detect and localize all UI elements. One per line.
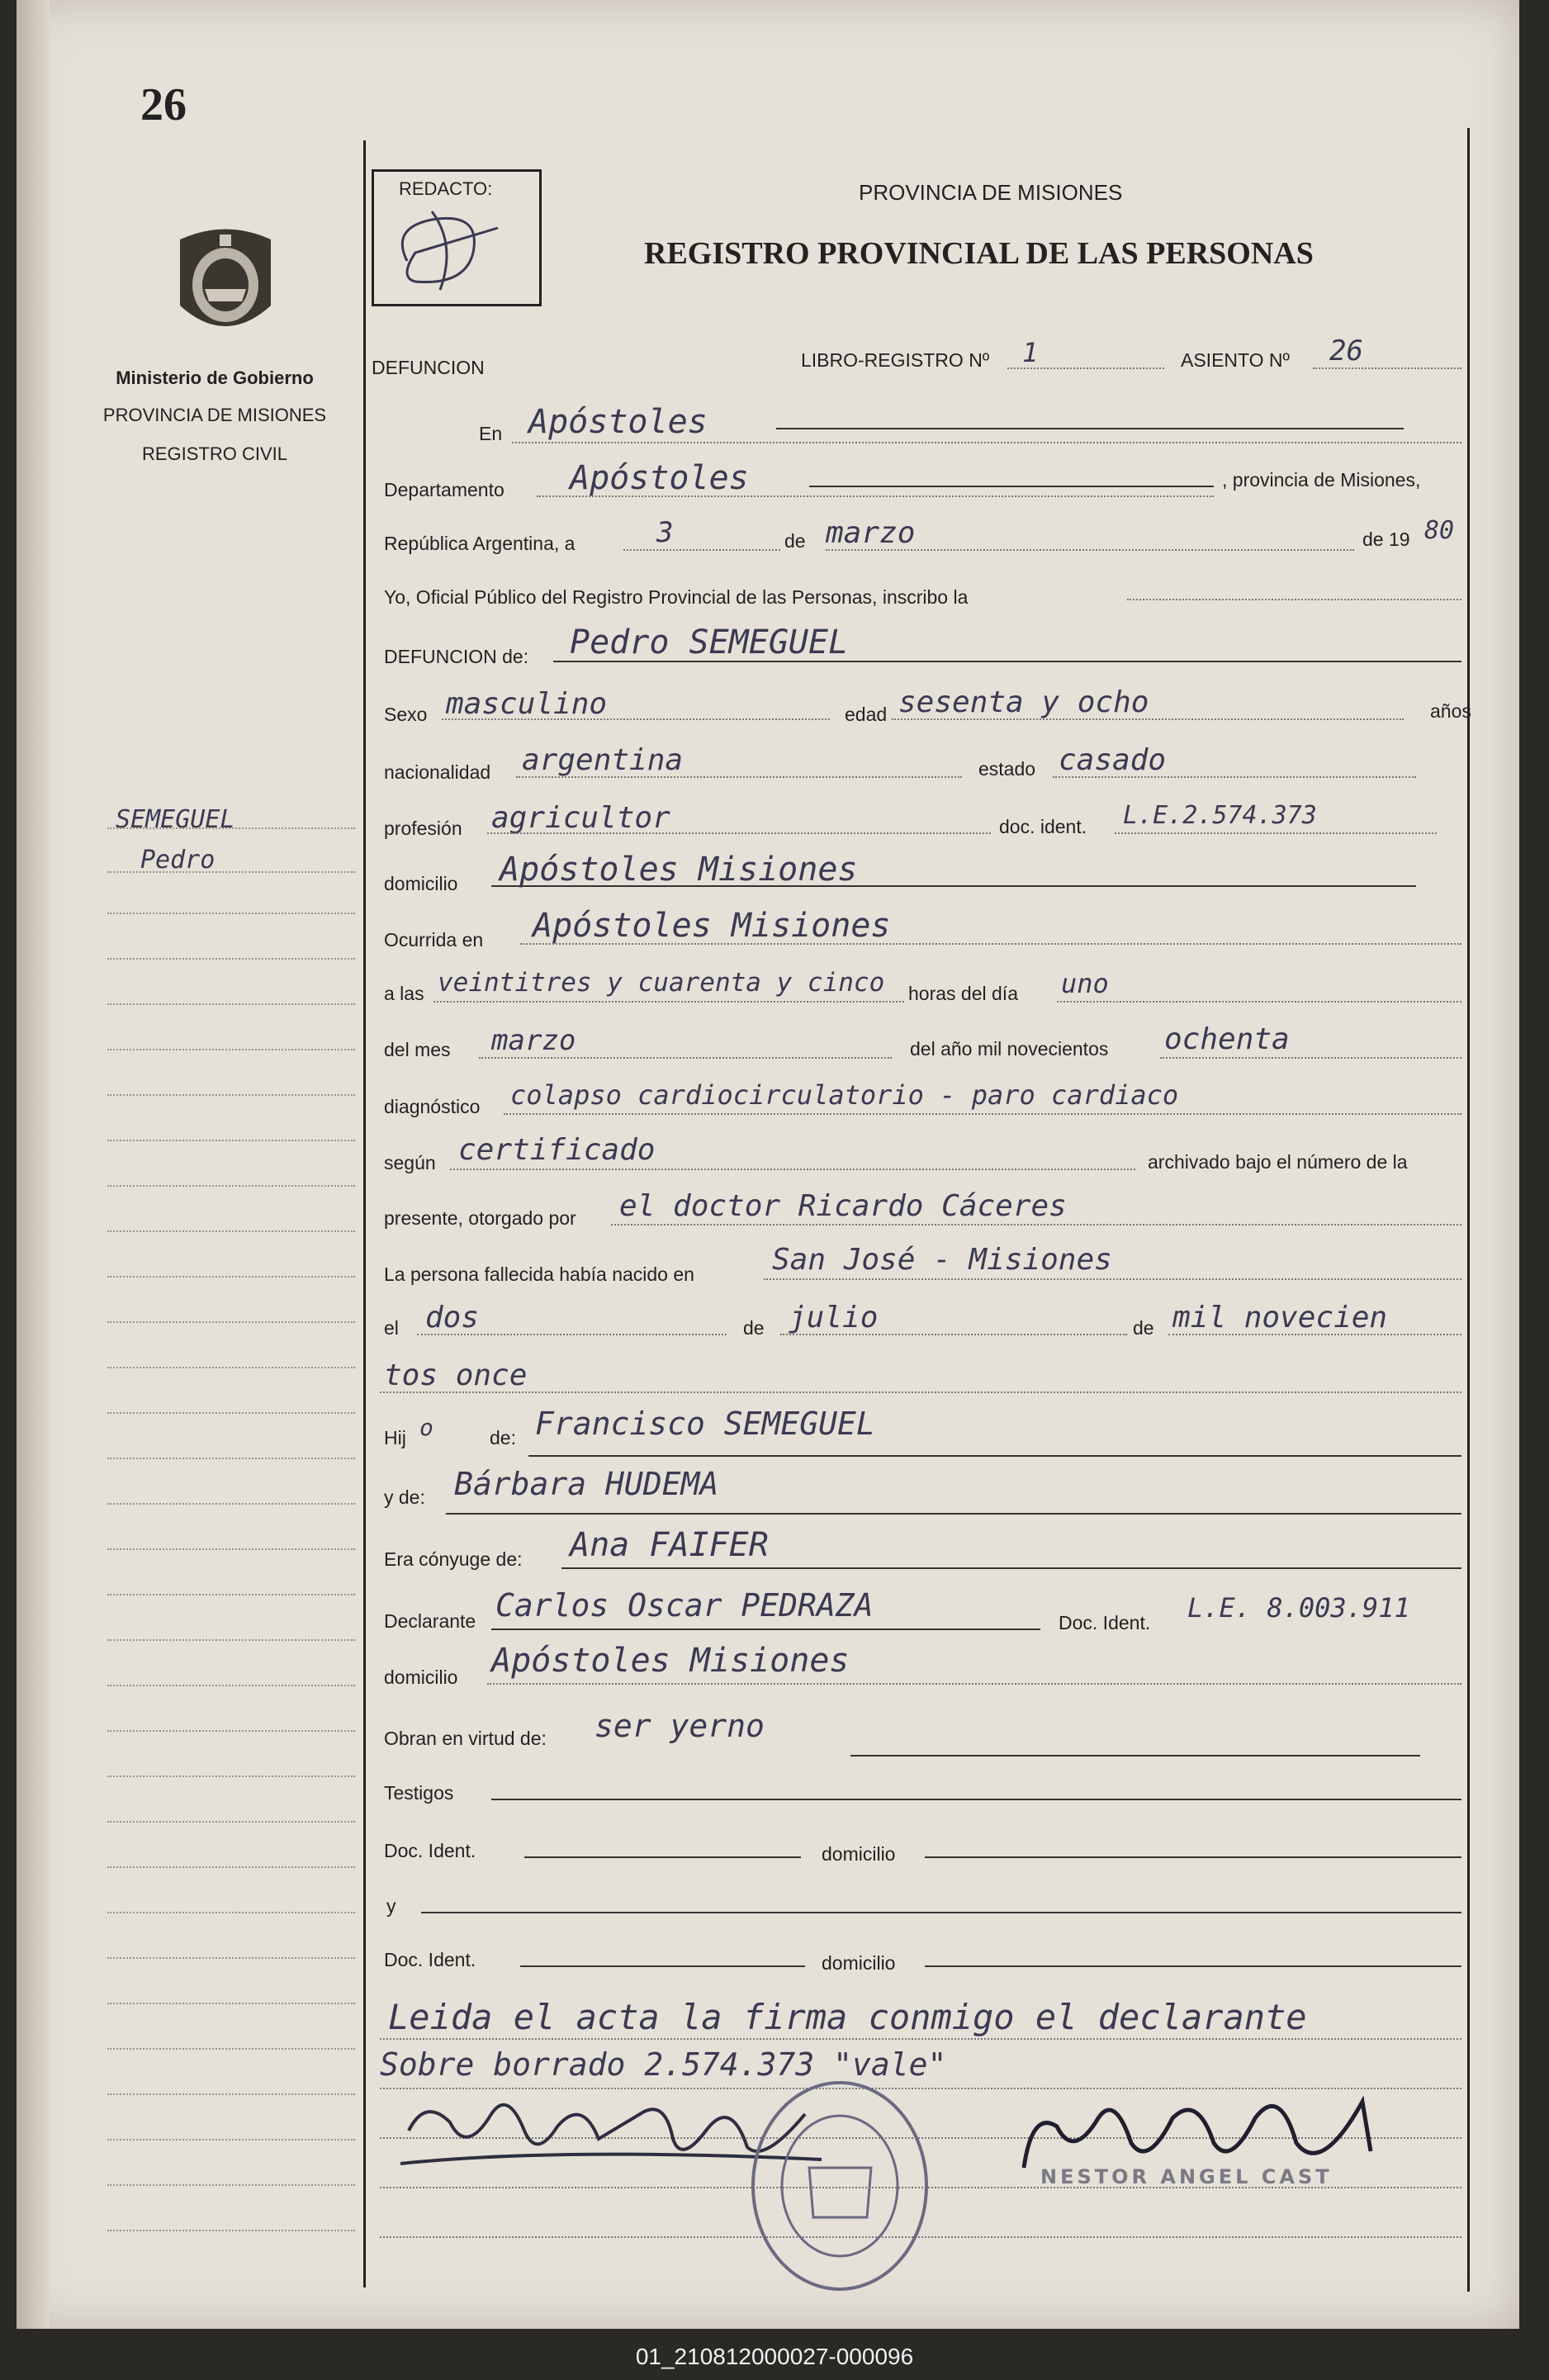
declarante-doc-value: L.E. 8.003.911	[1187, 1592, 1410, 1624]
estado-label: estado	[978, 758, 1036, 780]
doc-ident-label: doc. ident.	[999, 816, 1087, 837]
decl-domicilio-value: Apóstoles Misiones	[491, 1642, 850, 1680]
obran-value: ser yerno	[594, 1708, 765, 1744]
testigo2-doc-label: Doc. Ident.	[384, 1949, 476, 1970]
dia-muerte-value: uno	[1061, 968, 1109, 999]
segun-label: según	[384, 1152, 436, 1173]
footer-image-id: 01_210812000027-000096	[635, 2344, 914, 2369]
testigo2-domicilio-label: domicilio	[822, 1952, 896, 1974]
asiento-label: ASIENTO Nº	[1181, 349, 1290, 371]
coat-of-arms-icon	[163, 223, 287, 347]
en-label: En	[479, 423, 503, 444]
left-province-label: PROVINCIA DE MISIONES	[102, 405, 327, 425]
year-value: 80	[1424, 516, 1455, 545]
nac-anio-value: mil novecien	[1172, 1301, 1388, 1335]
en-value: Apóstoles	[528, 403, 708, 441]
redacto-initials-icon	[382, 195, 531, 298]
horas-value: veintitres y cuarenta y cinco	[438, 968, 885, 998]
hijo-label: Hij	[384, 1427, 406, 1448]
margin-surname: SEMEGUEL	[116, 805, 235, 834]
defuncion-label: DEFUNCION	[372, 357, 485, 378]
edad-label: edad	[845, 704, 888, 725]
ocurrida-value: Apóstoles Misiones	[533, 907, 891, 945]
closing-line-2: Sobre borrado 2.574.373 "vale"	[380, 2046, 947, 2083]
profesion-value: agricultor	[491, 801, 670, 835]
header-title: REGISTRO PROVINCIAL DE LAS PERSONAS	[644, 236, 1314, 271]
conyuge-value: Ana FAIFER	[570, 1526, 769, 1564]
de-year-label: de 19	[1362, 529, 1410, 550]
register-page	[17, 0, 1519, 2329]
de-month-label: de	[784, 530, 806, 552]
doc-ident-value: L.E.2.574.373	[1123, 801, 1317, 830]
nac-anio-continuation: tos once	[384, 1358, 528, 1392]
segun-value: certificado	[458, 1133, 656, 1167]
official-seal-icon	[747, 2077, 933, 2296]
estado-value: casado	[1059, 743, 1167, 777]
page-number: 26	[140, 79, 187, 130]
republica-label: República Argentina, a	[384, 533, 576, 554]
hijo-suffix: o	[419, 1414, 433, 1441]
obran-label: Obran en virtud de:	[384, 1728, 547, 1749]
month-value: marzo	[826, 516, 916, 550]
departamento-label: Departamento	[384, 479, 504, 500]
anio-label: del año mil novecientos	[910, 1038, 1109, 1060]
el-label: el	[384, 1317, 399, 1339]
nac-de-label: de	[743, 1317, 765, 1339]
archivado-label: archivado bajo el número de la	[1148, 1151, 1408, 1173]
a-las-label: a las	[384, 983, 424, 1004]
presente-label: presente, otorgado por	[384, 1207, 576, 1229]
testigo1-doc-label: Doc. Ident.	[384, 1840, 476, 1861]
declarante-label: Declarante	[384, 1610, 476, 1632]
edad-value: sesenta y ocho	[898, 685, 1149, 719]
profesion-label: profesión	[384, 818, 462, 839]
declarante-doc-label: Doc. Ident.	[1059, 1612, 1151, 1633]
horas-label: horas del día	[908, 983, 1018, 1004]
hijo-de-label: de:	[490, 1427, 516, 1448]
y-label: y	[386, 1895, 396, 1917]
form-right-border	[1467, 128, 1470, 2292]
nac-de2-label: de	[1133, 1317, 1154, 1339]
form-left-border	[363, 140, 366, 2288]
conyuge-label: Era cónyuge de:	[384, 1548, 523, 1570]
redacto-box	[372, 169, 542, 306]
officer-stamp-name: NESTOR ANGEL CAST	[1040, 2165, 1333, 2188]
libro-value: 1	[1022, 337, 1039, 368]
day-value: 3	[656, 516, 674, 549]
diagnostico-value: colapso cardiocirculatorio - paro cardiaco	[510, 1079, 1179, 1111]
presente-value: el doctor Ricardo Cáceres	[619, 1189, 1067, 1223]
registry-label: REGISTRO CIVIL	[141, 443, 288, 464]
nacido-label: La persona fallecida había nacido en	[384, 1263, 694, 1285]
padre-value: Francisco SEMEGUEL	[535, 1406, 875, 1442]
page-binding	[17, 0, 50, 2329]
provincia-label: , provincia de Misiones,	[1222, 469, 1421, 491]
libro-label: LIBRO-REGISTRO Nº	[801, 349, 990, 371]
closing-line-1: Leida el acta la firma conmigo el declarante	[388, 1997, 1307, 2037]
asiento-value: 26	[1329, 334, 1363, 367]
oficial-statement: Yo, Oficial Público del Registro Provincial de las Personas, inscribo la	[384, 586, 969, 608]
ocurrida-label: Ocurrida en	[384, 929, 484, 951]
anos-label: años	[1430, 700, 1471, 722]
diagnostico-label: diagnóstico	[384, 1096, 481, 1117]
madre-value: Bárbara HUDEMA	[454, 1466, 719, 1502]
anio-value: ochenta	[1164, 1022, 1290, 1056]
deceased-name: Pedro SEMEGUEL	[570, 623, 849, 661]
ministry-label: Ministerio de Gobierno	[116, 367, 314, 388]
testigos-label: Testigos	[384, 1782, 454, 1804]
y-de-label: y de:	[384, 1486, 425, 1508]
domicilio-label: domicilio	[384, 873, 458, 894]
nac-mes-value: julio	[789, 1301, 879, 1335]
decl-domicilio-label: domicilio	[384, 1666, 458, 1688]
redacto-label: REDACTO:	[399, 178, 493, 199]
domicilio-value: Apóstoles Misiones	[500, 851, 858, 889]
testigo1-domicilio-label: domicilio	[822, 1843, 896, 1865]
declarante-value: Carlos Oscar PEDRAZA	[495, 1587, 874, 1624]
header-province: PROVINCIA DE MISIONES	[859, 180, 1123, 205]
del-mes-label: del mes	[384, 1039, 451, 1060]
departamento-value: Apóstoles	[570, 459, 749, 497]
sexo-label: Sexo	[384, 704, 428, 725]
margin-name: Pedro	[140, 846, 216, 875]
nacionalidad-value: argentina	[522, 743, 684, 777]
mes-muerte-value: marzo	[491, 1024, 576, 1057]
sexo-value: masculino	[446, 687, 608, 721]
nacido-value: San José - Misiones	[772, 1243, 1112, 1277]
defuncion-de-label: DEFUNCION de:	[384, 646, 529, 667]
nac-dia-value: dos	[425, 1301, 480, 1335]
nacionalidad-label: nacionalidad	[384, 761, 491, 783]
